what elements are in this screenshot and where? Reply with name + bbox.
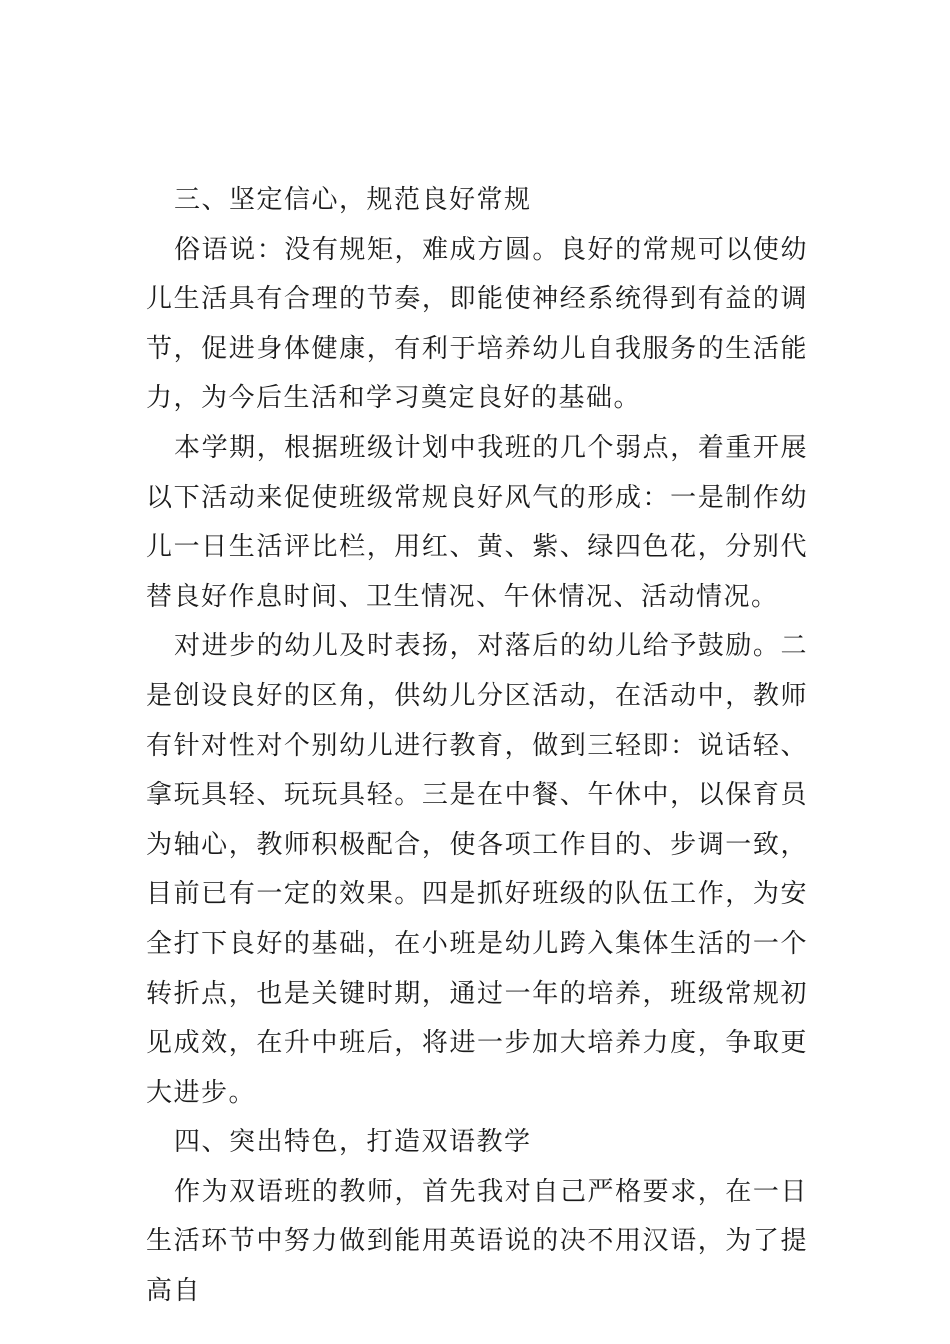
paragraph-bilingual-teacher: 作为双语班的教师，首先我对自己严格要求，在一日生活环节中努力做到能用英语说的决不用汉语，为了提高自 [146, 1176, 808, 1307]
section-heading-3: 三、坚定信心，规范良好常规 [174, 185, 532, 215]
document-body [146, 176, 808, 1317]
section-heading-4: 四、突出特色，打造双语教学 [174, 1127, 532, 1158]
paragraph-progress-encouragement: 对进步的幼儿及时表扬，对落后的幼儿给予鼓励。二是创设良好的区角，供幼儿分区活动，在活动中，教师有针对性对个别幼儿进行教育，做到三轻即：说话轻、拿玩具轻、玩玩具轻。三是在中餐、午休中，以保育员为轴心，教师积极配合，使各项工作目的、步调一致，目前已有一定的效果。四是抓好班级的队伍工作，为安全打下良好的基础，在小班是幼儿跨入集体生活的一个转折点，也是关键时期，通过一年的培养，班级常规初见成效，在升中班后，将进一步加大培养力度，争取更大进步。 [146, 631, 808, 1108]
paragraph-semester-activities: 本学期，根据班级计划中我班的几个弱点，着重开展以下活动来促使班级常规良好风气的形成：一是制作幼儿一日生活评比栏，用红、黄、紫、绿四色花，分别代替良好作息时间、卫生情况、午休情况、活动情况。 [146, 432, 808, 612]
paragraph-rules-intro: 俗语说：没有规矩，难成方圆。良好的常规可以使幼儿生活具有合理的节奏，即能使神经系统得到有益的调节，促进身体健康，有利于培养幼儿自我服务的生活能力，为今后生活和学习奠定良好的基础。 [146, 234, 808, 414]
